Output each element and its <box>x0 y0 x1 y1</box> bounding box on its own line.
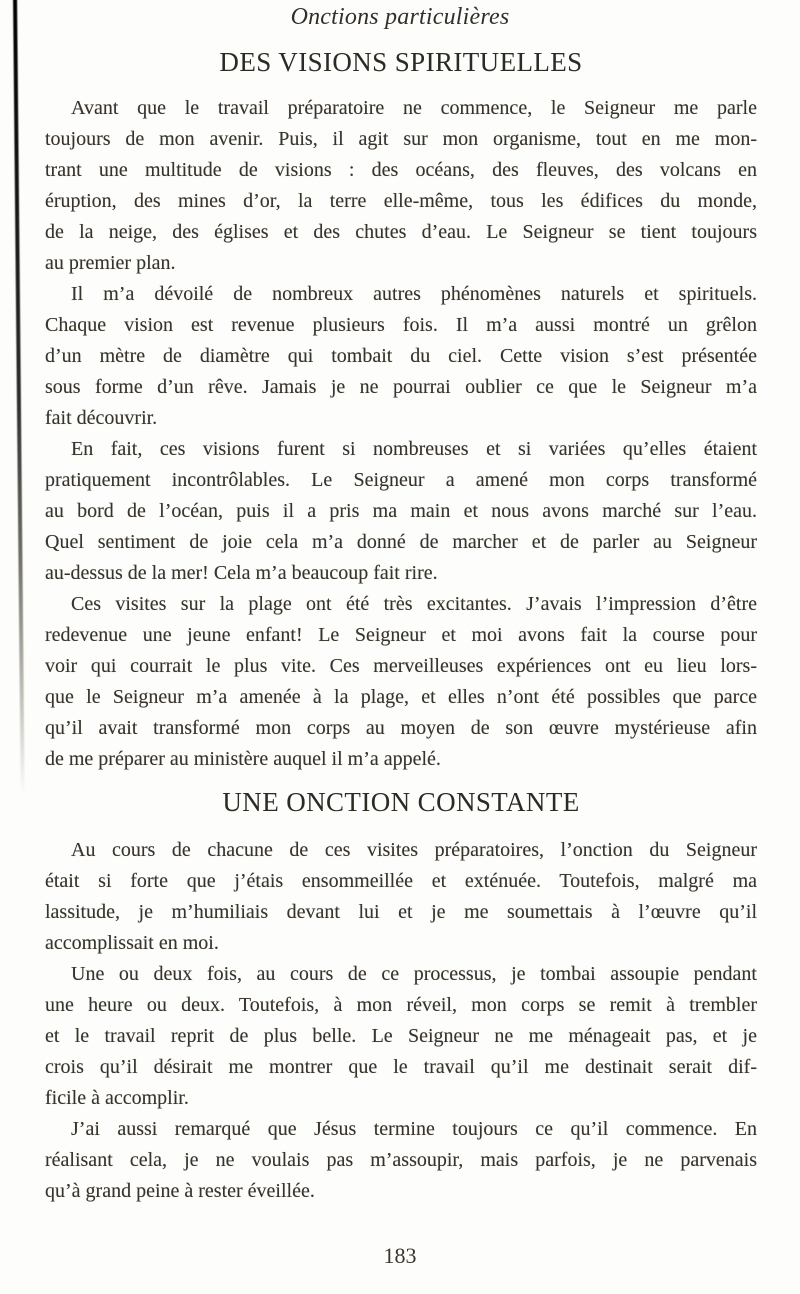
text-line: fait découvrir. <box>45 407 158 429</box>
text-line: accomplissait en moi. <box>45 932 219 954</box>
text-line: était si forte que j’étais ensommeillée et exténuée. Toutefois, malgré ma <box>45 870 757 892</box>
text-line: qu’à grand peine à rester éveillée. <box>45 1180 315 1202</box>
text-line: une heure ou deux. Toutefois, à mon réveil, mon corps se remit à trembler <box>45 994 757 1016</box>
text-line: ficile à accomplir. <box>45 1087 189 1109</box>
paragraph <box>45 589 757 775</box>
text-line: éruption, des mines d’or, la terre elle-même, tous les édifices du monde, <box>45 190 757 212</box>
text-line: au premier plan. <box>45 252 176 274</box>
text-line: Avant que le travail préparatoire ne commence, le Seigneur me parle <box>71 97 757 119</box>
text-line: pratiquement incontrôlables. Le Seigneur a amené mon corps transformé <box>45 469 757 491</box>
text-line: redevenue une jeune enfant! Le Seigneur et moi avons fait la course pour <box>45 624 757 646</box>
paragraph <box>45 959 757 1114</box>
text-line: trant une multitude de visions : des océans, des fleuves, des volcans en <box>45 159 757 181</box>
text-line: que le Seigneur m’a amenée à la plage, et elles n’ont été possibles que parce <box>45 686 757 708</box>
page-content <box>45 0 757 1207</box>
text-line: Ces visites sur la plage ont été très excitantes. J’avais l’impression d’être <box>71 593 757 615</box>
text-line: sous forme d’un rêve. Jamais je ne pourrai oublier ce que le Seigneur m’a <box>45 376 757 398</box>
paragraph <box>45 835 757 959</box>
paragraph <box>45 434 757 589</box>
text-line: et le travail reprit de plus belle. Le Seigneur ne me ménageait pas, et je <box>45 1025 757 1047</box>
section-heading-une-onction-constante: UNE ONCTION CONSTANTE <box>222 787 580 817</box>
text-line: au-dessus de la mer! Cela m’a beaucoup fait rire. <box>45 562 438 584</box>
text-line: de me préparer au ministère auquel il m’a appelé. <box>45 748 441 770</box>
text-line: lassitude, je m’humiliais devant lui et je me soumettais à l’œuvre qu’il <box>45 901 757 923</box>
page-number: 183 <box>383 1243 417 1268</box>
text-line: Quel sentiment de joie cela m’a donné de marcher et de parler au Seigneur <box>45 531 757 553</box>
text-line: Une ou deux fois, au cours de ce processus, je tombai assoupie pendant <box>71 963 757 985</box>
text-line: toujours de mon avenir. Puis, il agit sur mon organisme, tout en me mon- <box>45 128 757 150</box>
text-line: Chaque vision est revenue plusieurs fois. Il m’a aussi montré un grêlon <box>45 314 757 336</box>
text-line: d’un mètre de diamètre qui tombait du ciel. Cette vision s’est présentée <box>45 345 757 367</box>
paragraph <box>45 279 757 434</box>
page-binding-shadow <box>13 0 24 794</box>
text-line: voir qui courrait le plus vite. Ces merveilleuses expériences ont eu lieu lors- <box>45 655 757 677</box>
text-line: crois qu’il désirait me montrer que le travail qu’il me destinait serait dif- <box>45 1056 757 1078</box>
text-line: réalisant cela, je ne voulais pas m’assoupir, mais parfois, je ne parvenais <box>45 1149 757 1171</box>
paragraph <box>45 93 757 279</box>
text-line: Au cours de chacune de ces visites préparatoires, l’onction du Seigneur <box>71 839 757 861</box>
text-line: J’ai aussi remarqué que Jésus termine toujours ce qu’il commence. En <box>71 1118 757 1140</box>
text-line: En fait, ces visions furent si nombreuses et si variées qu’elles étaient <box>71 438 757 460</box>
section-heading-des-visions-spirituelles: DES VISIONS SPIRITUELLES <box>219 47 583 77</box>
running-header: Onctions particulières <box>290 4 510 30</box>
text-line: qu’il avait transformé mon corps au moyen de son œuvre mystérieuse afin <box>45 717 757 739</box>
text-line: au bord de l’océan, puis il a pris ma main et nous avons marché sur l’eau. <box>45 500 757 522</box>
text-line: de la neige, des églises et des chutes d’eau. Le Seigneur se tient toujours <box>45 221 757 243</box>
paragraph <box>45 1114 757 1207</box>
text-line: Il m’a dévoilé de nombreux autres phénomènes naturels et spirituels. <box>71 283 757 305</box>
